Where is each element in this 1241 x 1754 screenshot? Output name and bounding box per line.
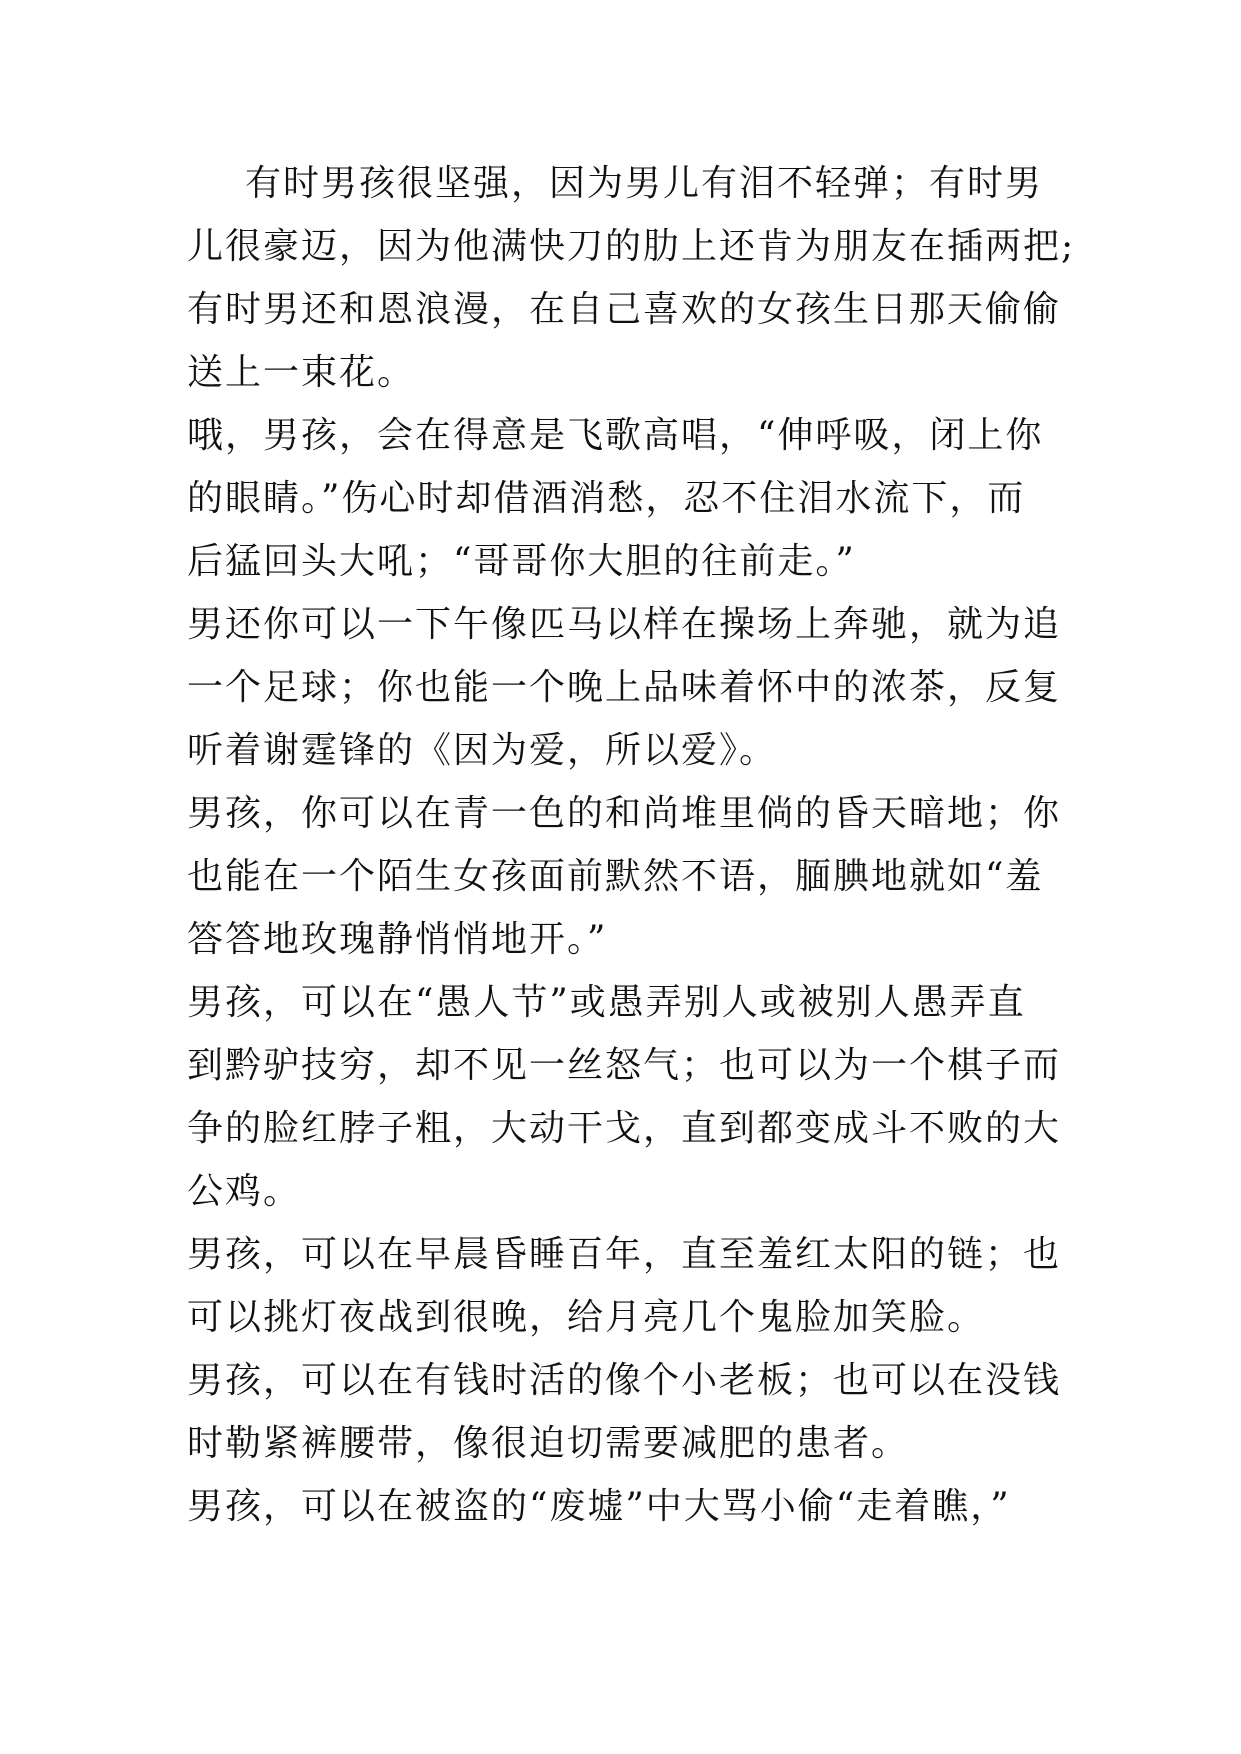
text-line: 也能在一个陌生女孩面前默然不语，腼腆地就如“羞 [187, 856, 1044, 897]
text-line: 男孩，你可以在青一色的和尚堆里倘的昏天暗地；你 [187, 793, 1062, 834]
text-line: 有时男孩很坚强，因为男儿有泪不轻弹；有时男 [245, 163, 1044, 204]
text-line: 到黔驴技穷，却不见一丝怒气；也可以为一个棋子而 [187, 1045, 1062, 1086]
text-line: 男还你可以一下午像匹马以样在操场上奔驰，就为追 [187, 604, 1062, 645]
text-line: 公鸡。 [187, 1171, 302, 1212]
text-line: 有时男还和恩浪漫，在自己喜欢的女孩生日那天偷偷 [187, 289, 1062, 330]
text-line: 时勒紧裤腰带，像很迫切需要减肥的患者。 [187, 1423, 910, 1464]
text-line: 男孩，可以在有钱时活的像个小老板；也可以在没钱 [187, 1360, 1062, 1401]
text-line: 哦，男孩，会在得意是飞歌高唱，“伸呼吸，闭上你 [187, 415, 1044, 456]
text-line: 送上一束花。 [187, 352, 416, 393]
text-line: 的眼睛。”伤心时却借酒消愁，忍不住泪水流下，而 [187, 478, 1026, 519]
text-line: 听着谢霆锋的《因为爱，所以爱》。 [187, 730, 778, 771]
text-line: 争的脸红脖子粗，大动干戈，直到都变成斗不败的大 [187, 1108, 1062, 1149]
text-line: 后猛回头大吼；“哥哥你大胆的往前走。” [187, 541, 856, 582]
text-line: 男孩，可以在早晨昏睡百年，直至羞红太阳的链；也 [187, 1234, 1062, 1275]
text-line: 男孩，可以在被盗的“废墟”中大骂小偷“走着瞧，” [187, 1486, 1011, 1527]
text-line: 一个足球；你也能一个晚上品味着怀中的浓茶，反复 [187, 667, 1062, 708]
text-line: 可以挑灯夜战到很晚，给月亮几个鬼脸加笑脸。 [187, 1297, 986, 1338]
text-line: 儿很豪迈，因为他满快刀的肋上还肯为朋友在插两把; [187, 226, 1076, 267]
text-line: 男孩，可以在“愚人节”或愚弄别人或被别人愚弄直 [187, 982, 1026, 1023]
document-body [187, 152, 1076, 1538]
text-line: 答答地玫瑰静悄悄地开。” [187, 919, 608, 960]
